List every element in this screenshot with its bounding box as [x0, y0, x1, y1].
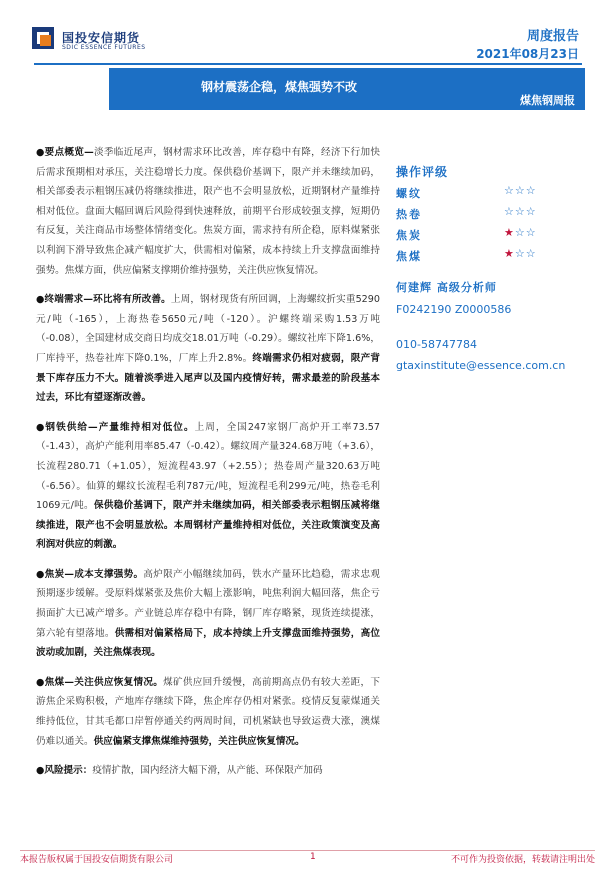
- report-series: 煤焦钢周报: [520, 94, 575, 107]
- supply-text: 上周，全国247家钢厂高炉开工率73.57（-1.43），高炉产能利用率85.47（-0.42）。螺纹周产量324.68万吨（+3.6），长流程280.71（+1.05），短流程43.97（+2.55）；热卷周产量320.63万吨（-6.56）。仙算的螺纹长流程毛利787元/吨，短流程毛利299元/吨，热卷毛利1069元/吨。: [36, 421, 380, 512]
- star-empty-icon: ☆☆: [514, 247, 537, 260]
- demand-text: 上周，钢材现货有所回调，上海螺纹折实重5290元/吨（-165），上海热卷5650元/吨（-120）。沪螺终端采购1.53万吨（-0.08），全国建材成交商日均成交18.01万吨（-0.29）。螺纹社库下降1.6%，厂库持平，热卷社库下降0.1%，厂库上升2.8%。: [36, 294, 380, 364]
- summary-text: 淡季临近尾声，钢材需求环比改善，库存稳中有降，经济下行加快后需求预期相对承压，关注稳增长力度。保供稳价基调下，限产并未继续加码，相关部委表示粗钢压减仍将继续推进，限产也不会明显放松，近期钢材产量维持相对低位。盘面大幅回调后风险得到快速释放，前期平台形成较强支撑，短期仍有反复，关注商品市场整体情绪变化。焦炭方面，需求持有所企稳，原料煤紧张以利润下滑导致焦企减产幅度扩大，供需相对偏紧，成本持续上升支撑盘面维持强势。焦煤方面，供应偏紧支撑期价维持强势，关注供应恢复情况。: [36, 147, 381, 276]
- rating-stars: [504, 184, 537, 197]
- analyst-name: 何建辉 高级分析师: [396, 281, 497, 294]
- star-filled-icon: ★: [504, 247, 515, 260]
- coke-heading: ●焦炭—成本支撑强势。: [36, 568, 144, 580]
- supply-conclusion: 保供稳价基调下，限产并未继续加码，相关部委表示粗钢压减将继续推进，限产也不会明显放松。本周钢材产量维持相对低位，关注政策演变及高利润对供应的刺激。: [36, 500, 381, 551]
- demand-conclusion: 终端需求仍相对疲弱，限产背景下库存压力不大。随着淡季进入尾声以及国内疫情好转，需求最差的阶段基本过去，环比有望逐渐改善。: [36, 352, 381, 404]
- company-name-en: SDIC ESSENCE FUTURES: [62, 44, 146, 51]
- risk-text: 疫情扩散，国内经济大幅下滑，从产能、环保限产加码: [92, 765, 323, 777]
- star-empty-icon: ☆☆: [514, 226, 537, 239]
- coking-coal-paragraph: [36, 673, 380, 751]
- coking-coal-text: 煤矿供应回升缓慢，高前期高点仍有较大差距，下游焦企采购积极，产地库存继续下降，焦企库存仍相对紧张。疫情反复蒙煤通关维持低位，甘其毛都口岸暂停通关约两周时间，司机紧缺也导致运费大涨，澳煤仍难以通关。: [36, 676, 381, 747]
- report-body: [36, 143, 380, 791]
- rating-row-rebar: [396, 185, 556, 203]
- page-number: 1: [310, 852, 316, 862]
- coke-conclusion: 供需相对偏紧格局下，成本持续上升支撑盘面维持强势，高位波动或加剧，关注焦煤表现。: [36, 627, 381, 659]
- footer-divider: [20, 850, 595, 851]
- analyst-license: F0242190 Z0000586: [396, 303, 512, 316]
- supply-paragraph: [36, 418, 380, 555]
- demand-heading: ●终端需求—环比将有所改善。: [36, 294, 171, 306]
- coking-coal-conclusion: 供应偏紧支撑焦煤维持强势，关注供应恢复情况。: [93, 735, 305, 747]
- demand-paragraph: [36, 290, 380, 408]
- company-name: 国投安信期货: [62, 31, 141, 45]
- report-date: 2021年08月23日: [476, 47, 579, 61]
- rating-row-coke: [396, 227, 556, 245]
- company-logo-icon: [32, 27, 54, 49]
- rating-row-hot-coil: [396, 206, 556, 224]
- star-filled-icon: ★: [504, 226, 515, 239]
- rating-stars: [504, 205, 537, 218]
- rating-stars: [504, 226, 537, 239]
- coke-paragraph: [36, 565, 380, 663]
- title-banner: [109, 68, 585, 110]
- star-empty-icon: ☆☆☆: [504, 184, 537, 197]
- header-divider: [34, 63, 582, 65]
- report-title: 钢材震荡企稳，煤焦强势不改: [200, 80, 357, 94]
- analyst-email[interactable]: gtaxinstitute@essence.com.cn: [396, 359, 566, 372]
- rating-name: 焦炭: [396, 229, 422, 242]
- risk-heading: ●风险提示：: [36, 765, 93, 777]
- analyst-phone: 010-58747784: [396, 338, 477, 351]
- footer-disclaimer: 不可作为投资依据，转载请注明出处: [450, 855, 595, 865]
- rating-row-coking-coal: [396, 248, 556, 266]
- coking-coal-heading: ●焦煤—关注供应恢复情况。: [36, 676, 164, 688]
- rating-name: 焦煤: [396, 250, 422, 263]
- risk-paragraph: [36, 761, 380, 781]
- summary-paragraph: [36, 143, 380, 280]
- rating-name: 热卷: [396, 208, 422, 221]
- rating-name: 螺纹: [396, 187, 422, 200]
- star-empty-icon: ☆☆☆: [504, 205, 537, 218]
- rating-stars: [504, 247, 537, 260]
- supply-heading: ●钢铁供给—产量维持相对低位。: [36, 421, 195, 433]
- footer-copyright: 本报告版权属于国投安信期货有限公司: [20, 855, 174, 865]
- rating-title: 操作评级: [396, 165, 449, 179]
- report-type: 周度报告: [526, 29, 579, 44]
- coke-text: 高炉限产小幅继续加码，铁水产量环比趋稳，需求忠观预期逐步缓解。受原料煤紧张及焦价大幅上涨影响，吨焦利润大幅回落，焦企亏损面扩大已减产增多。产业链总库存稳中有降，钢厂库存略紧，现货连续提涨，第六轮有望落地。: [36, 568, 381, 639]
- summary-heading: ●要点概览—: [36, 147, 94, 158]
